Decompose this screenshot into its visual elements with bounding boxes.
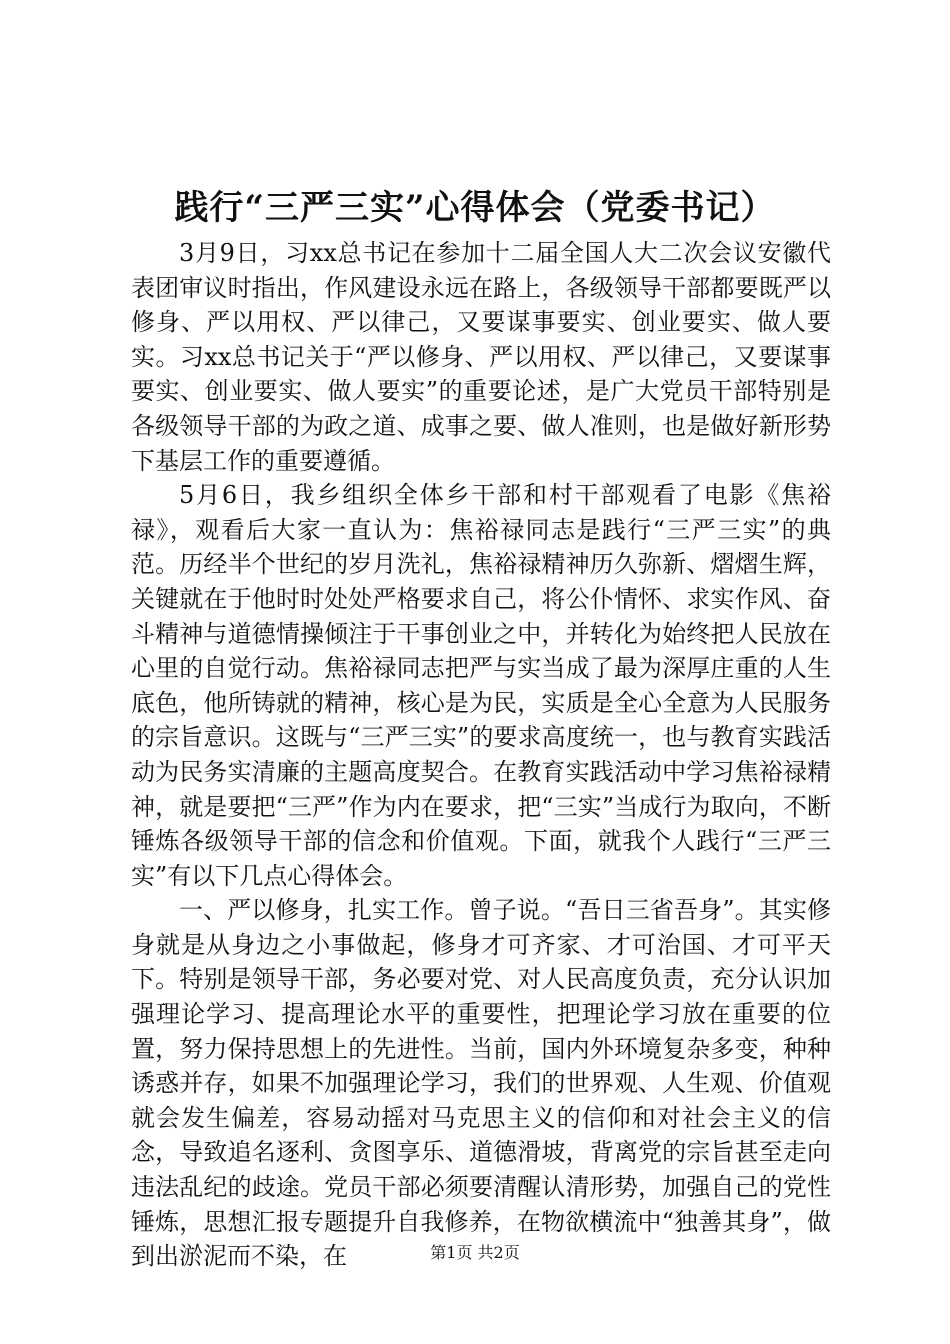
paragraph-3: 一、严以修身，扎实工作。曾子说。“吾日三省吾身”。其实修身就是从身边之小事做起，修身才可齐家、才可治国、才可平天下。特别是领导干部，务必要对党、对人民高度负责，充分认识加强理论学习、提高理论水平的重要性，把理论学习放在重要的位置，努力保持思想上的先进性。当前，国内外环境复杂多变，种种诱惑并存，如果不加强理论学习，我们的世界观、人生观、价值观就会发生偏差，容易动摇对马克思主义的信仰和对社会主义的信念，导致追名逐利、贪图享乐、道德滑坡，背离党的宗旨甚至走向违法乱纪的歧途。党员干部必须要清醒认清形势，加强自己的党性锤炼，思想汇报专题提升自我修养，在物欲横流中“独善其身”，做到出淤泥而不染，在 [131,896,831,1271]
paragraph-1: 3月9日，习xx总书记在参加十二届全国人大二次会议安徽代表团审议时指出，作风建设永远在路上，各级领导干部都要既严以修身、严以用权、严以律己，又要谋事要实、创业要实、做人要实。习xx总书记关于“严以修身、严以用权、严以律己，又要谋事要实、创业要实、做人要实”的重要论述，是广大党员干部特别是各级领导干部的为政之道、成事之要、做人准则，也是做好新形势下基层工作的重要遵循。 [131,239,831,475]
page-number-footer: 第1页 共2页 [430,1243,520,1262]
document-body [131,236,831,1274]
document-title: 践行“三严三实”心得体会（党委书记） [174,188,776,228]
paragraph-2: 5月6日，我乡组织全体乡干部和村干部观看了电影《焦裕禄》，观看后大家一直认为：焦裕禄同志是践行“三严三实”的典范。历经半个世纪的岁月洗礼，焦裕禄精神历久弥新、熠熠生辉，关键就在于他时时处处严格要求自己，将公仆情怀、求实作风、奋斗精神与道德情操倾注于干事创业之中，并转化为始终把人民放在心里的自觉行动。焦裕禄同志把严与实当成了最为深厚庄重的人生底色，他所铸就的精神，核心是为民，实质是全心全意为人民服务的宗旨意识。这既与“三严三实”的要求高度统一，也与教育实践活动为民务实清廉的主题高度契合。在教育实践活动中学习焦裕禄精神，就是要把“三严”作为内在要求，把“三实”当成行为取向，不断锤炼各级领导干部的信念和价值观。下面，就我个人践行“三严三实”有以下几点心得体会。 [131,481,831,890]
